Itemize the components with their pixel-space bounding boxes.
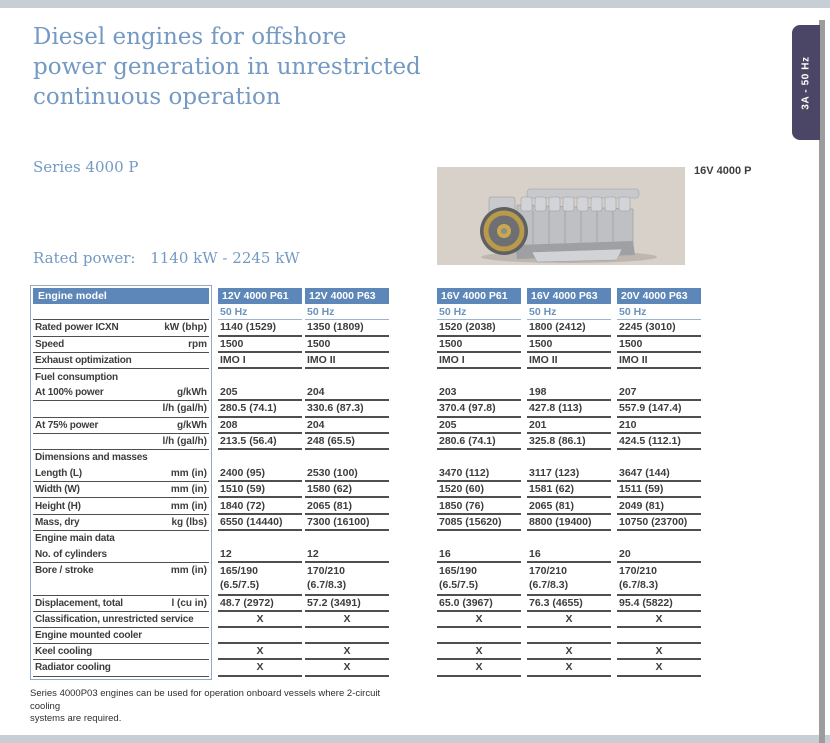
spec-cell: 210 — [617, 418, 701, 434]
label-row — [33, 434, 209, 450]
spec-cell: 204 — [305, 385, 389, 401]
spec-cell: 1520 (2038) — [437, 320, 521, 336]
label-row — [33, 515, 209, 531]
row-unit: g/kWh — [177, 387, 207, 399]
cell-line: 170/210 — [619, 565, 657, 578]
section-spacer — [437, 450, 521, 466]
cell-line: (6.5/7.5) — [439, 579, 479, 592]
column-header: 12V 4000 P63 — [305, 288, 389, 304]
label-row — [33, 353, 209, 369]
spec-cell: 1500 — [437, 337, 521, 353]
spec-cell: X — [305, 612, 389, 628]
spec-cell: 10750 (23700) — [617, 515, 701, 531]
freq-subheader: 50 Hz — [305, 304, 389, 320]
page-title-line: power generation in unrestricted — [33, 54, 421, 80]
spec-cell: 1800 (2412) — [527, 320, 611, 336]
freq-subheader: 50 Hz — [437, 304, 521, 320]
spec-cell: 280.6 (74.1) — [437, 434, 521, 450]
section-spacer — [218, 369, 302, 385]
label-row — [33, 628, 209, 644]
spec-cell: 3647 (144) — [617, 466, 701, 482]
spec-cell: X — [527, 644, 611, 660]
spec-cell: 370.4 (97.8) — [437, 401, 521, 417]
spec-cell: 330.6 (87.3) — [305, 401, 389, 417]
section-title: Dimensions and masses — [35, 452, 148, 464]
spec-cell: 1580 (62) — [305, 482, 389, 498]
cell-line: (6.7/8.3) — [529, 579, 569, 592]
row-label: At 75% power — [35, 419, 99, 431]
spec-cell — [218, 563, 302, 595]
spec-cell: 76.3 (4655) — [527, 596, 611, 612]
label-row — [33, 596, 209, 612]
spec-cell: 203 — [437, 385, 521, 401]
spec-cell — [305, 628, 389, 644]
spec-cell: 213.5 (56.4) — [218, 434, 302, 450]
rated-power-value: 1140 kW - 2245 kW — [150, 249, 300, 267]
top-band — [0, 0, 830, 8]
engine-illustration — [437, 167, 685, 265]
spec-cell: IMO I — [437, 353, 521, 369]
row-label: Bore / stroke — [35, 565, 94, 577]
row-unit: mm (in) — [170, 484, 207, 496]
cell-line: 170/210 — [307, 565, 345, 578]
spec-cell — [527, 563, 611, 595]
section-spacer — [305, 369, 389, 385]
label-row — [33, 401, 209, 417]
spec-cell: 7085 (15620) — [437, 515, 521, 531]
spec-cell: 2065 (81) — [305, 498, 389, 514]
section-spacer — [305, 450, 389, 466]
engine-model-header: Engine model — [33, 288, 209, 304]
spec-column — [305, 288, 389, 677]
rated-power-label: Rated power: — [33, 249, 136, 267]
spec-cell: X — [218, 612, 302, 628]
freq-subheader: 50 Hz — [527, 304, 611, 320]
spec-cell: 1140 (1529) — [218, 320, 302, 336]
spec-cell: 48.7 (2972) — [218, 596, 302, 612]
column-header: 16V 4000 P61 — [437, 288, 521, 304]
label-row — [33, 385, 209, 401]
label-row — [33, 320, 209, 336]
photo-caption: 16V 4000 P — [694, 165, 752, 177]
label-row — [33, 337, 209, 353]
row-unit: kW (bhp) — [164, 322, 207, 334]
freq-subheader: 50 Hz — [218, 304, 302, 320]
spec-cell: 1500 — [218, 337, 302, 353]
row-label: Width (W) — [35, 484, 80, 496]
row-unit: mm (in) — [170, 565, 207, 577]
row-label: Speed — [35, 338, 65, 350]
row-label: At 100% power — [35, 387, 104, 399]
spec-cell: 204 — [305, 418, 389, 434]
row-label: Mass, dry — [35, 516, 80, 528]
page-title-line: Diesel engines for offshore — [33, 24, 347, 50]
row-label: Displacement, total — [35, 597, 123, 609]
spec-column — [617, 288, 701, 677]
spec-cell: 1511 (59) — [617, 482, 701, 498]
row-label: No. of cylinders — [35, 549, 107, 561]
row-label: Keel cooling — [35, 646, 93, 658]
section-spacer — [437, 531, 521, 547]
spec-cell — [617, 628, 701, 644]
spec-cell: 280.5 (74.1) — [218, 401, 302, 417]
label-row — [33, 466, 209, 482]
spec-column — [437, 288, 521, 677]
section-spacer — [617, 369, 701, 385]
spec-cell: X — [617, 660, 701, 676]
row-label: Rated power ICXN — [35, 322, 119, 334]
spec-cell: X — [437, 644, 521, 660]
cell-line: 170/210 — [529, 565, 567, 578]
spec-cell: IMO I — [218, 353, 302, 369]
spec-cell: 7300 (16100) — [305, 515, 389, 531]
spec-cell — [437, 628, 521, 644]
spec-cell: 1500 — [527, 337, 611, 353]
spec-cell: IMO II — [617, 353, 701, 369]
spec-cell: X — [437, 660, 521, 676]
label-spacer-row — [33, 304, 209, 320]
spec-cell: IMO II — [305, 353, 389, 369]
spec-cell: 207 — [617, 385, 701, 401]
label-row — [33, 660, 209, 676]
section-title: Fuel consumption — [35, 371, 118, 383]
spec-cell: 16 — [527, 547, 611, 563]
row-unit: l/h (gal/h) — [162, 435, 207, 447]
label-row — [33, 418, 209, 434]
spec-cell: 16 — [437, 547, 521, 563]
spec-cell: 57.2 (3491) — [305, 596, 389, 612]
column-header: 12V 4000 P61 — [218, 288, 302, 304]
spec-cell: 2049 (81) — [617, 498, 701, 514]
row-unit: l/h (gal/h) — [162, 403, 207, 415]
spec-cell: X — [617, 612, 701, 628]
section-spacer — [527, 450, 611, 466]
column-header: 16V 4000 P63 — [527, 288, 611, 304]
spec-cell: 2530 (100) — [305, 466, 389, 482]
spec-table-labels — [30, 285, 212, 680]
cell-line: 165/190 — [220, 565, 258, 578]
label-row — [33, 644, 209, 660]
cell-line: (6.7/8.3) — [307, 579, 347, 592]
label-row — [33, 498, 209, 514]
section-spacer — [527, 369, 611, 385]
rated-power-line — [33, 249, 300, 267]
section-spacer — [305, 531, 389, 547]
spec-cell — [305, 563, 389, 595]
spec-cell — [617, 563, 701, 595]
spec-cell: 248 (65.5) — [305, 434, 389, 450]
spec-cell: 205 — [437, 418, 521, 434]
cell-line: 165/190 — [439, 565, 477, 578]
column-header: 20V 4000 P63 — [617, 288, 701, 304]
row-unit: mm (in) — [170, 500, 207, 512]
footnote-line: Series 4000P03 engines can be used for operation onboard vessels where 2-circuit cooling — [30, 688, 381, 712]
spec-cell: 12 — [305, 547, 389, 563]
row-unit: l (cu in) — [171, 597, 207, 609]
spec-cell: 208 — [218, 418, 302, 434]
spec-cell: 557.9 (147.4) — [617, 401, 701, 417]
section-row — [33, 531, 209, 547]
row-unit: rpm — [188, 338, 207, 350]
spec-cell: 1520 (60) — [437, 482, 521, 498]
row-label: Exhaust optimization — [35, 354, 132, 366]
page-title-line: continuous operation — [33, 84, 281, 110]
row-label: Height (H) — [35, 500, 81, 512]
series-subtitle: Series 4000 P — [33, 158, 139, 176]
spec-cell: X — [218, 660, 302, 676]
row-unit: kg (lbs) — [171, 516, 207, 528]
section-row — [33, 450, 209, 466]
spec-cell: X — [218, 644, 302, 660]
spec-cell: X — [305, 644, 389, 660]
cell-line: (6.5/7.5) — [220, 579, 260, 592]
section-spacer — [437, 369, 521, 385]
spec-cell: 205 — [218, 385, 302, 401]
row-label: Radiator cooling — [35, 662, 111, 674]
spec-cell: X — [305, 660, 389, 676]
spec-cell — [527, 628, 611, 644]
spec-cell: 95.4 (5822) — [617, 596, 701, 612]
chapter-tab — [792, 25, 820, 140]
spec-column — [527, 288, 611, 677]
section-spacer — [218, 450, 302, 466]
spec-cell: X — [437, 612, 521, 628]
section-title: Engine main data — [35, 533, 115, 545]
section-spacer — [218, 531, 302, 547]
section-row — [33, 369, 209, 385]
label-row — [33, 563, 209, 595]
bottom-band — [0, 735, 830, 743]
spec-cell: 2245 (3010) — [617, 320, 701, 336]
spec-cell: 201 — [527, 418, 611, 434]
label-row — [33, 547, 209, 563]
spec-column — [218, 288, 302, 677]
spec-cell — [437, 563, 521, 595]
page-title — [33, 22, 421, 112]
spec-cell — [218, 628, 302, 644]
freq-subheader: 50 Hz — [617, 304, 701, 320]
footnote-line: systems are required. — [30, 713, 122, 724]
spec-cell: 20 — [617, 547, 701, 563]
engine-photo — [437, 167, 685, 265]
spec-cell: 8800 (19400) — [527, 515, 611, 531]
section-spacer — [617, 450, 701, 466]
section-spacer — [527, 531, 611, 547]
row-label: Classification, unrestricted service — [35, 613, 194, 625]
spec-cell: IMO II — [527, 353, 611, 369]
spec-cell: 1350 (1809) — [305, 320, 389, 336]
spec-cell: 1840 (72) — [218, 498, 302, 514]
spec-cell: 424.5 (112.1) — [617, 434, 701, 450]
spec-cell: X — [527, 660, 611, 676]
spec-cell: 2400 (95) — [218, 466, 302, 482]
cell-line: (6.7/8.3) — [619, 579, 659, 592]
spec-cell: 1500 — [617, 337, 701, 353]
spec-cell: 1581 (62) — [527, 482, 611, 498]
spec-cell: 1510 (59) — [218, 482, 302, 498]
spec-cell: 1500 — [305, 337, 389, 353]
row-label: Engine mounted cooler — [35, 630, 142, 642]
label-row — [33, 482, 209, 498]
spec-cell: X — [617, 644, 701, 660]
chapter-tab-label: 3A - 50 Hz — [800, 55, 812, 110]
row-unit: g/kWh — [177, 419, 207, 431]
spec-cell: 198 — [527, 385, 611, 401]
spec-cell: 2065 (81) — [527, 498, 611, 514]
spec-cell: 6550 (14440) — [218, 515, 302, 531]
spec-cell: 1850 (76) — [437, 498, 521, 514]
spec-cell: 3117 (123) — [527, 466, 611, 482]
row-unit: mm (in) — [170, 468, 207, 480]
spec-cell: 3470 (112) — [437, 466, 521, 482]
spec-cell: X — [527, 612, 611, 628]
row-label: Length (L) — [35, 468, 82, 480]
spec-cell: 65.0 (3967) — [437, 596, 521, 612]
footnote — [30, 688, 410, 726]
spec-cell: 12 — [218, 547, 302, 563]
spec-cell: 427.8 (113) — [527, 401, 611, 417]
section-spacer — [617, 531, 701, 547]
label-row — [33, 612, 209, 628]
spec-cell: 325.8 (86.1) — [527, 434, 611, 450]
